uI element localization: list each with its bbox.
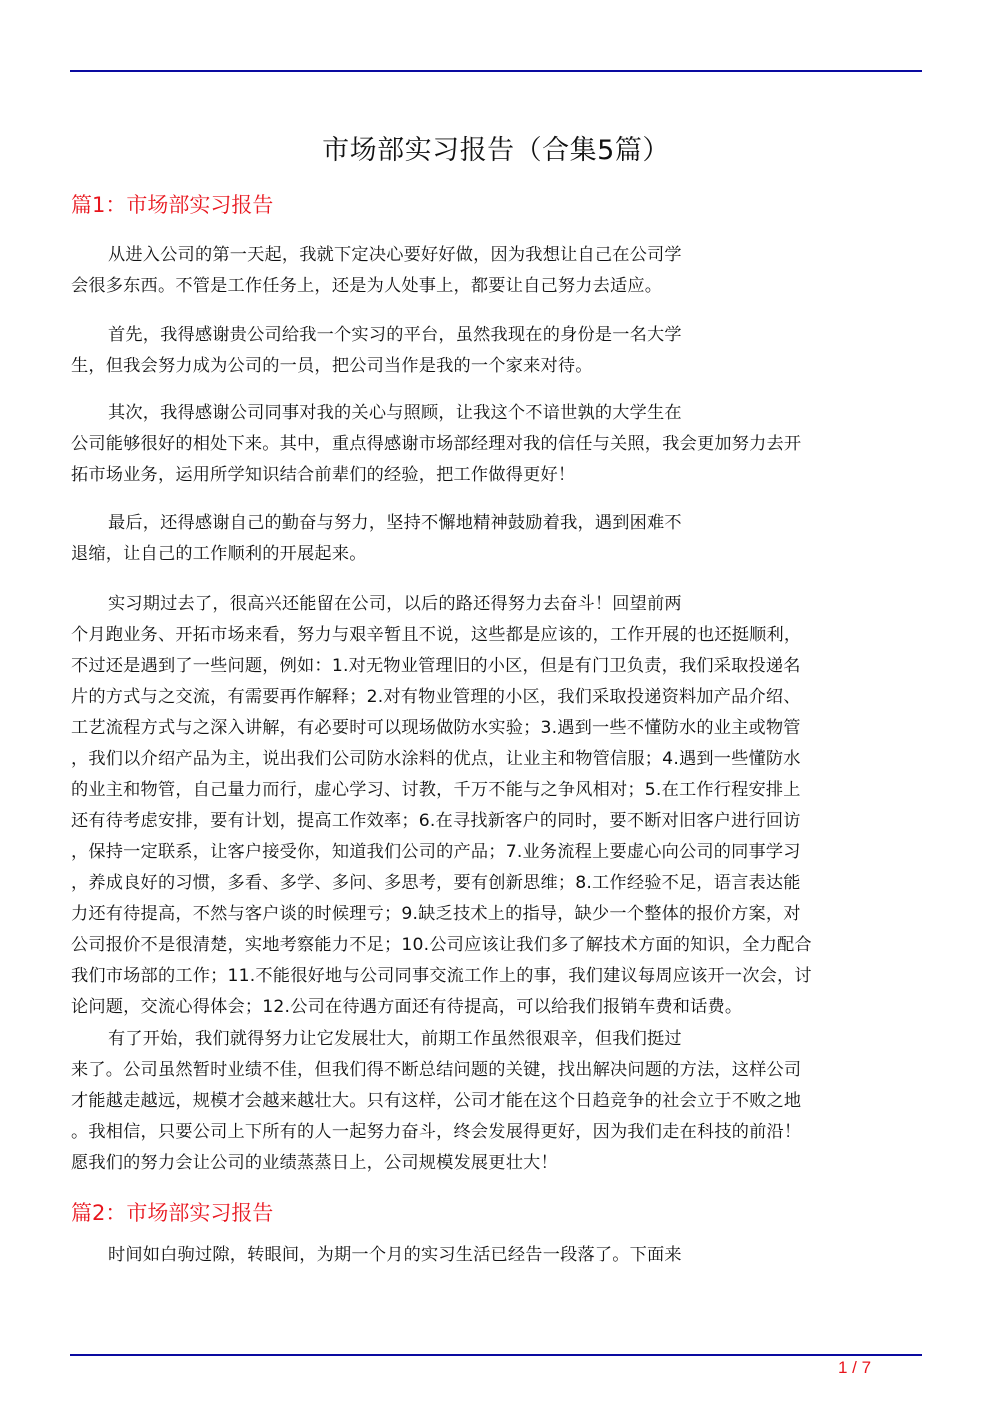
- text-line: 实习期过去了，很高兴还能留在公司，以后的路还得努力去奋斗！回望前两: [108, 594, 682, 614]
- text-line: 生，但我会努力成为公司的一员，把公司当作是我的一个家来对待。: [71, 356, 593, 376]
- text-line: 公司能够很好的相处下来。其中，重点得感谢市场部经理对我的信任与关照，我会更加努力去开: [71, 434, 802, 454]
- section-heading-2: 篇2：市场部实习报告: [71, 1201, 274, 1225]
- paragraph-1-4: [71, 508, 917, 570]
- paragraph-1-2: [71, 320, 917, 382]
- paragraph-1-5: [71, 589, 917, 1023]
- text-line: ，我们以介绍产品为主，说出我们公司防水涂料的优点，让业主和物管信服；4.遇到一些懂防水: [71, 749, 801, 769]
- text-line: 从进入公司的第一天起，我就下定决心要好好做，因为我想让自己在公司学: [108, 245, 682, 265]
- text-line: 论问题，交流心得体会；12.公司在待遇方面还有待提高，可以给我们报销车费和话费。: [71, 997, 743, 1017]
- text-line: ，保持一定联系，让客户接受你，知道我们公司的产品；7.业务流程上要虚心向公司的同事学习: [71, 842, 801, 862]
- text-line: 还有待考虑安排，要有计划，提高工作效率；6.在寻找新客户的同时，要不断对旧客户进行回访: [71, 811, 801, 831]
- header-rule: [70, 70, 922, 72]
- text-line: 公司报价不是很清楚，实地考察能力不足；10.公司应该让我们多了解技术方面的知识，全力配合: [71, 935, 812, 955]
- text-line: 时间如白驹过隙，转眼间，为期一个月的实习生活已经告一段落了。下面来: [108, 1245, 682, 1265]
- text-line: 不过还是遇到了一些问题，例如：1.对无物业管理旧的小区，但是有门卫负责，我们采取投递名: [71, 656, 801, 676]
- text-line: ，养成良好的习惯，多看、多学、多问、多思考，要有创新思维；8.工作经验不足，语言表达能: [71, 873, 801, 893]
- text-line: 其次，我得感谢公司同事对我的关心与照顾，让我这个不谙世孰的大学生在: [108, 403, 682, 423]
- text-line: 来了。公司虽然暂时业绩不佳，但我们得不断总结问题的关键，找出解决问题的方法，这样公司: [71, 1060, 802, 1080]
- text-line: 我们市场部的工作；11.不能很好地与公司同事交流工作上的事，我们建议每周应该开一次会，讨: [71, 966, 812, 986]
- document-title: 市场部实习报告（合集5篇）: [322, 135, 670, 166]
- text-line: 最后，还得感谢自己的勤奋与努力，坚持不懈地精神鼓励着我，遇到困难不: [108, 513, 682, 533]
- section-heading-1: 篇1：市场部实习报告: [71, 193, 274, 217]
- paragraph-1-3: [71, 398, 917, 491]
- text-line: 力还有待提高，不然与客户谈的时候理亏；9.缺乏技术上的指导，缺少一个整体的报价方案，对: [71, 904, 801, 924]
- text-line: 片的方式与之交流，有需要再作解释；2.对有物业管理的小区，我们采取投递资料加产品介绍、: [71, 687, 801, 707]
- text-line: 个月跑业务、开拓市场来看，努力与艰辛暂且不说，这些都是应该的，工作开展的也还挺顺利，: [71, 625, 802, 645]
- paragraph-1-1: [71, 240, 917, 302]
- text-line: 有了开始，我们就得努力让它发展壮大，前期工作虽然很艰辛，但我们挺过: [108, 1029, 682, 1049]
- footer-rule: [70, 1354, 922, 1356]
- text-line: 才能越走越远，规模才会越来越壮大。只有这样，公司才能在这个日趋竞争的社会立于不败之地: [71, 1091, 802, 1111]
- text-line: 首先，我得感谢贵公司给我一个实习的平台，虽然我现在的身份是一名大学: [108, 325, 682, 345]
- text-line: 会很多东西。不管是工作任务上，还是为人处事上，都要让自己努力去适应。: [71, 276, 663, 296]
- page-indicator: 1 / 7: [838, 1358, 872, 1377]
- text-line: 。我相信，只要公司上下所有的人一起努力奋斗，终会发展得更好，因为我们走在科技的前沿！: [71, 1122, 802, 1142]
- text-line: 愿我们的努力会让公司的业绩蒸蒸日上，公司规模发展更壮大！: [71, 1153, 558, 1173]
- paragraph-2-1: [71, 1240, 917, 1271]
- paragraph-1-6: [71, 1024, 917, 1179]
- text-line: 拓市场业务，运用所学知识结合前辈们的经验，把工作做得更好！: [71, 465, 576, 485]
- text-line: 的业主和物管，自己量力而行，虚心学习、讨教，千万不能与之争风相对；5.在工作行程安排上: [71, 780, 801, 800]
- text-line: 工艺流程方式与之深入讲解，有必要时可以现场做防水实验；3.遇到一些不懂防水的业主或物管: [71, 718, 801, 738]
- text-line: 退缩，让自己的工作顺利的开展起来。: [71, 544, 367, 564]
